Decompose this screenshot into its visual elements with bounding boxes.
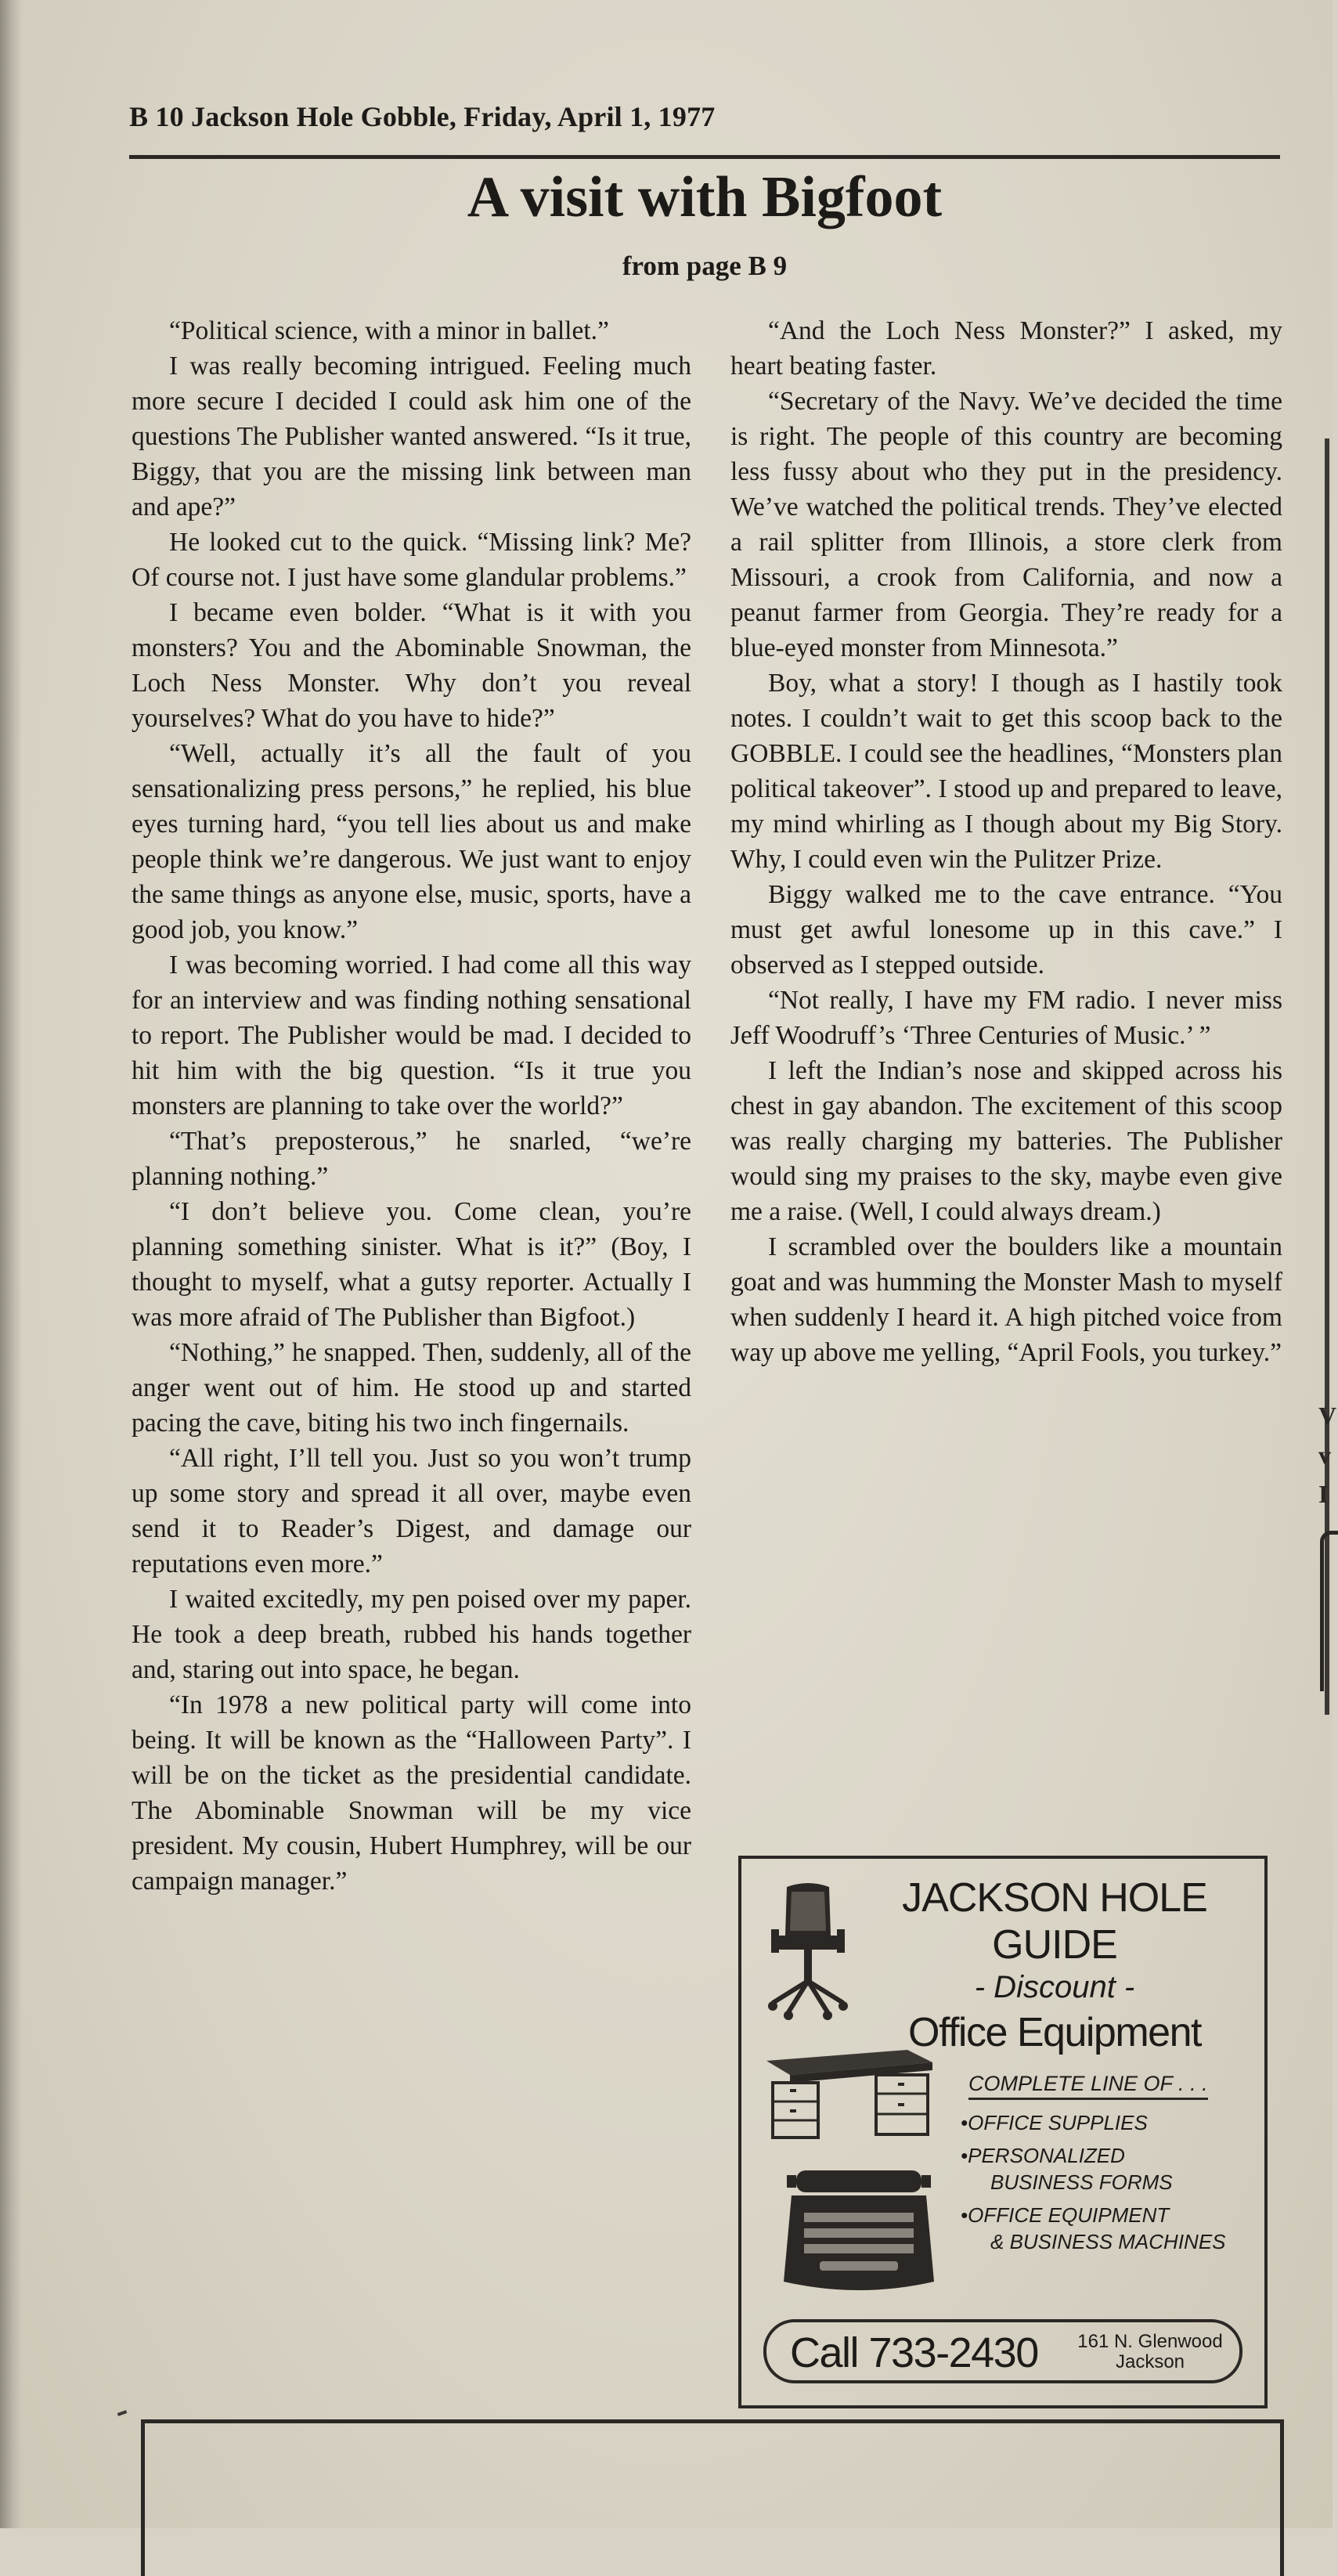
ad-item-subtext: & BUSINESS MACHINES: [990, 2230, 1226, 2253]
office-equipment-ad: [738, 1856, 1268, 2408]
paragraph: “And the Loch Ness Monster?” I asked, my heart beating faster.: [730, 316, 1282, 381]
ad-address-line: Jackson: [1115, 2351, 1185, 2372]
office-desk-icon: [759, 2047, 939, 2141]
page-edge-shadow: [0, 0, 22, 2528]
paragraph: “Secretary of the Navy. We’ve decided the time is right. The people of this country are becoming less fussy about who they put in the presidency. We’ve watched the political trends. They’ve elected a rail splitter from Illinois, a store clerk from Missouri, a crook from California, and now a peanut farmer from Georgia. They’re ready for a blue-eyed monster from Minnesota.”: [730, 387, 1282, 662]
ad-item-text: •OFFICE SUPPLIES: [961, 2111, 1148, 2134]
ad-address-line: 161 N. Glenwood: [1077, 2331, 1223, 2352]
edge-fragment: V: [1318, 1402, 1337, 1430]
paragraph: “Political science, with a minor in ballet.”: [169, 316, 609, 345]
ad-item: [961, 2202, 1226, 2255]
ad-item-list: [961, 2109, 1226, 2261]
ad-phone-number: Call 733-2430: [790, 2329, 1038, 2376]
paragraph: “That’s preposterous,” he snarled, “we’re planning nothing.”: [132, 1127, 691, 1191]
print-mark: [117, 2410, 128, 2416]
ad-item-text: •OFFICE EQUIPMENT: [961, 2203, 1170, 2227]
jump-line: from page B 9: [622, 251, 788, 281]
ad-item: [961, 2142, 1226, 2195]
edge-fragment: I: [1318, 1480, 1329, 1508]
ad-complete-line: COMPLETE LINE OF . . .: [968, 2072, 1208, 2100]
office-chair-icon: [765, 1881, 851, 2022]
ad-title-line: GUIDE: [992, 1922, 1117, 1968]
paragraph: Boy, what a story! I though as I hastily took notes. I couldn’t wait to get this scoop back to the GOBBLE. I could see the headlines, “Monsters plan political takeover”. I stood up and prepared to leave, my mind whirling as I though about my Big Story. Why, I could even win the Pulitzer Prize.: [730, 669, 1282, 874]
paragraph: Biggy walked me to the cave entrance. “You must get awful lonesome up in this cave.” I observed as I stepped outside.: [730, 880, 1282, 980]
ad-discount: - Discount -: [974, 1970, 1135, 2004]
column-rule-right: [1325, 438, 1329, 1715]
ad-equipment-heading: Office Equipment: [908, 2010, 1201, 2055]
paragraph: I left the Indian’s nose and skipped across his chest in gay abandon. The excitement of this scoop was really charging my batteries. The Publisher would sing my praises to the sky, maybe even give me a raise. (Well, I could always dream.): [730, 1056, 1282, 1226]
article-headline: A visit with Bigfoot: [467, 165, 943, 229]
edge-fragment: v: [1318, 1441, 1331, 1469]
paragraph: “All right, I’ll tell you. Just so you won’t trump up some story and spread it all over, maybe even send it to Reader’s Digest, and damage our reputations even more.”: [132, 1444, 691, 1578]
adjacent-box-edge: [1320, 1531, 1338, 1691]
paragraph: I waited excitedly, my pen poised over my paper. He took a deep breath, rubbed his hands together and, staring out into space, he began.: [132, 1585, 691, 1684]
page-folio: B 10 Jackson Hole Gobble, Friday, April 1, 1977: [129, 101, 716, 132]
ad-item-text: •PERSONALIZED: [961, 2144, 1125, 2167]
paragraph: “I don’t believe you. Come clean, you’re planning something sinister. What is it?” (Boy, I thought to myself, what a gutsy reporter. Actually I was more afraid of The Publisher than Bigfoot.): [132, 1197, 691, 1332]
paragraph: I was becoming worried. I had come all this way for an interview and was finding nothing sensational to report. The Publisher would be mad. I decided to hit him with the big question. “Is it true you monsters are planning to take over the world?”: [132, 951, 691, 1120]
typewriter-icon: [781, 2164, 937, 2301]
ad-title: [859, 1874, 1250, 1968]
header-rule: [129, 155, 1280, 159]
paragraph: I scrambled over the boulders like a mountain goat and was humming the Monster Mash to myself when suddenly I heard it. A high pitched voice from way up above me yelling, “April Fools, you turkey.”: [730, 1232, 1282, 1367]
ad-call-banner: [763, 2319, 1242, 2383]
paragraph: “Not really, I have my FM radio. I never miss Jeff Woodruff’s ‘Three Centuries of Music.’ ”: [730, 986, 1282, 1050]
paragraph: “Well, actually it’s all the fault of you sensationalizing press persons,” he replied, his blue eyes turning hard, “you tell lies about us and make people think we’re dangerous. We just want to enjoy the same things as anyone else, music, sports, have a good job, you know.”: [132, 739, 691, 944]
paragraph: I became even bolder. “What is it with you monsters? You and the Abominable Snowman, the Loch Ness Monster. Why don’t you reveal yourselves? What do you have to hide?”: [132, 598, 691, 733]
paragraph: He looked cut to the quick. “Missing link? Me? Of course not. I just have some glandular problems.”: [132, 528, 691, 592]
ad-title-line: JACKSON HOLE: [902, 1875, 1207, 1921]
article-column-left: [132, 313, 691, 1899]
paragraph: I was really becoming intrigued. Feeling much more secure I decided I could ask him one of the questions The Publisher wanted answered. “Is it true, Biggy, that you are the missing link between man and ape?”: [132, 352, 691, 521]
paragraph: “Nothing,” he snapped. Then, suddenly, all of the anger went out of him. He stood up and started pacing the cave, biting his two inch fingernails.: [132, 1338, 691, 1438]
ad-address: [1072, 2332, 1228, 2372]
ad-item-subtext: BUSINESS FORMS: [990, 2170, 1173, 2194]
paragraph: “In 1978 a new political party will come into being. It will be known as the “Halloween Party”. I will be on the ticket as the presidential candidate. The Abominable Snowman will be my vice president. My cousin, Hubert Humphrey, will be our campaign manager.”: [132, 1690, 691, 1896]
ad-item: [961, 2109, 1226, 2136]
article-column-right: [730, 313, 1282, 1370]
next-ad-box-edge: [141, 2419, 1284, 2576]
